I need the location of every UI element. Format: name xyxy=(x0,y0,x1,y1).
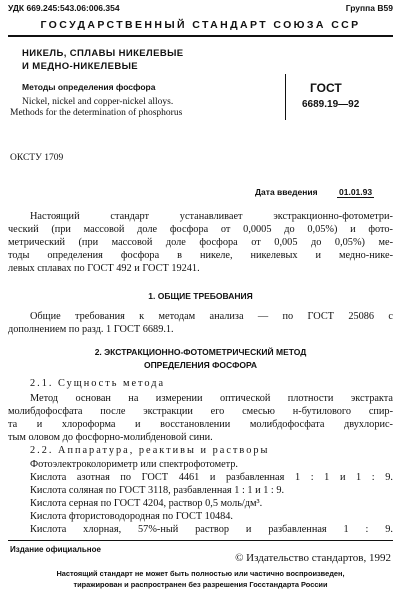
reproduction-notice-line2: тиражирован и распространен без разрешения Госстандарта России xyxy=(73,580,328,589)
org-title: ГОСУДАРСТВЕННЫЙ СТАНДАРТ СОЮЗА ССР xyxy=(40,19,361,31)
okstu-code: ОКСТУ 1709 xyxy=(10,153,64,163)
section2-heading-line1: 2. ЭКСТРАКЦИОННО-ФОТОМЕТРИЧЕСКИЙ МЕТОД xyxy=(94,347,307,357)
section1-line: дополнением по разд. 1 ГОСТ 6689.1. xyxy=(8,324,174,335)
gost-number: 6689.19—92 xyxy=(302,99,360,110)
section1-line: Общие требования к методам анализа — по ГОСТ 25086 с xyxy=(30,311,393,322)
official-edition: Издание официальное xyxy=(10,545,101,554)
abstract-line: левых сплавах по ГОСТ 492 и ГОСТ 19241. xyxy=(8,263,200,274)
subsection-2-1-line: тым оловом до фосфорно-молибденовой сини. xyxy=(8,432,213,443)
abstract-line: тоды определения фосфора в никеле, никелевых и медно-нике- xyxy=(8,250,393,261)
footer-rule xyxy=(8,540,393,541)
title-en-line2: Methods for the determination of phosphorus xyxy=(10,108,183,118)
abstract-line: ческий (при массовой доле фосфора от 0,0005 до 0,05%) и фото- xyxy=(8,224,393,235)
subsection-2-2-paragraph xyxy=(8,458,393,536)
reagent-line: Кислота серная по ГОСТ 4204, раствор 0,5 моль/дм³. xyxy=(30,498,263,509)
subsection-2-1-paragraph xyxy=(8,392,393,444)
abstract-line: Настоящий стандарт устанавливает экстракционно-фотометри- xyxy=(30,211,393,222)
title-divider xyxy=(285,74,286,120)
copyright: © Издательство стандартов, 1992 xyxy=(235,552,391,564)
subsection-2-1-line: молибдофосфата после экстракции его смесью н-бутилового спир- xyxy=(8,406,393,417)
subsection-2-1-line: Метод основан на измерении оптической плотности экстракта xyxy=(30,393,393,404)
subsection-2-1-title: 2.1. Сущность метода xyxy=(30,378,166,389)
intro-date-value: 01.01.93 xyxy=(339,187,373,197)
group-code: Группа В59 xyxy=(345,3,393,13)
title-ru-line2: И МЕДНО-НИКЕЛЕВЫЕ xyxy=(22,61,139,72)
title-ru-line1: НИКЕЛЬ, СПЛАВЫ НИКЕЛЕВЫЕ xyxy=(22,48,184,59)
top-rule xyxy=(8,35,393,37)
reagent-line: Фотоэлектроколориметр или спектрофотометр. xyxy=(30,459,238,470)
udc-code: УДК 669.245:543.06:006.354 xyxy=(8,3,120,13)
reagent-line: Кислота фтористоводородная по ГОСТ 10484. xyxy=(30,511,233,522)
section1-paragraph xyxy=(8,310,393,336)
gost-label: ГОСТ xyxy=(310,81,342,95)
abstract-line: метрический (при массовой доле фосфора от 0,005 до 0,05%) ме- xyxy=(8,237,393,248)
reagent-line: Кислота азотная по ГОСТ 4461 и разбавленная 1 : 1 и 1 : 9. xyxy=(30,472,393,483)
intro-date-label: Дата введения xyxy=(255,187,318,197)
subsection-2-1-line: та и хлороформа и восстановлении молибдофосфата двухлорис- xyxy=(8,419,393,430)
title-ru-subtitle: Методы определения фосфора xyxy=(22,82,156,92)
abstract-paragraph xyxy=(8,210,393,275)
section1-heading: 1. ОБЩИЕ ТРЕБОВАНИЯ xyxy=(148,291,253,301)
section2-heading-line2: ОПРЕДЕЛЕНИЯ ФОСФОРА xyxy=(143,360,258,370)
reagent-line: Кислота соляная по ГОСТ 3118, разбавленная 1 : 1 и 1 : 9. xyxy=(30,485,285,496)
title-en-line1: Nickel, nickel and copper-nickel alloys. xyxy=(22,97,174,107)
reproduction-notice-line1: Настоящий стандарт не может быть полностью или частично воспроизведен, xyxy=(56,569,345,578)
subsection-2-2-title: 2.2. Аппаратура, реактивы и растворы xyxy=(30,445,270,456)
reagent-line: Кислота хлорная, 57%-ный раствор и разбавленная 1 : 9. xyxy=(30,524,393,535)
